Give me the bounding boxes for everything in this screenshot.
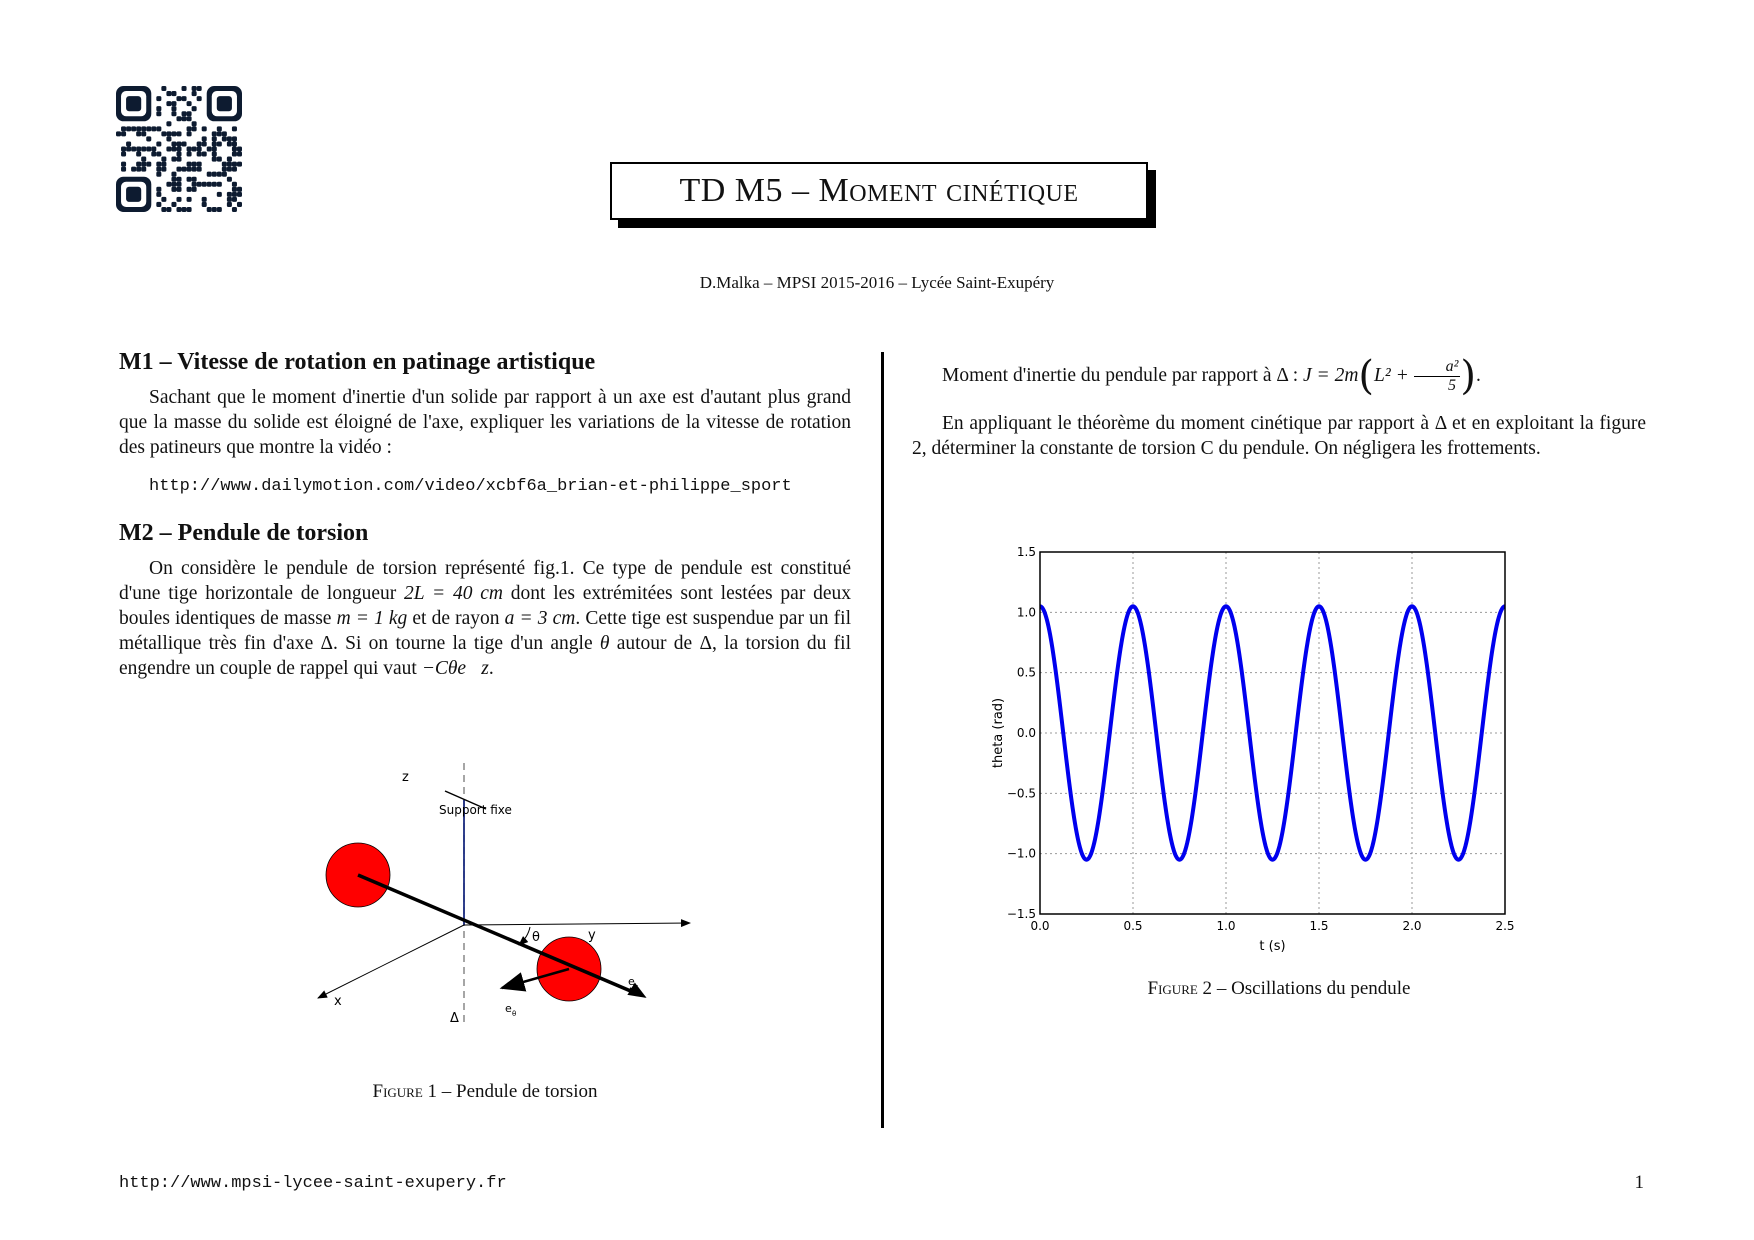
y-tick-label: −1.0 xyxy=(1006,846,1036,861)
inertia-line xyxy=(912,353,1646,399)
x-label: x xyxy=(334,994,342,1009)
oscillation-chart xyxy=(990,540,1530,960)
fraction-denominator: 5 xyxy=(1448,377,1457,394)
y-axis-label: theta (rad) xyxy=(991,697,1006,769)
m2-text-part: et de rayon xyxy=(407,608,505,629)
support-label: Support fixe xyxy=(439,803,512,817)
x-axis-label: t (s) xyxy=(1259,939,1286,954)
fraction-numerator: a² xyxy=(1414,358,1461,377)
y-label: y xyxy=(588,928,596,943)
right-column xyxy=(912,353,1646,461)
figure1-caption xyxy=(119,1081,851,1103)
e-theta-label: e xyxy=(505,1002,512,1015)
question-text: En appliquant le théorème du moment cinétique par rapport à Δ et en exploitant la figure 2, déterminer la constante de torsion C du pendule. On négligera les frottements. xyxy=(912,413,1646,459)
delta-label: Δ xyxy=(450,1011,459,1026)
torsion-pendulum-diagram xyxy=(300,755,720,1035)
fraction xyxy=(1414,358,1461,395)
x-tick-label: 1.0 xyxy=(1216,919,1236,933)
rod xyxy=(358,875,640,995)
paren-right: ) xyxy=(1460,353,1477,399)
x-tick-label: 2.0 xyxy=(1402,919,1422,933)
figure1-caption-text: – Pendule de torsion xyxy=(437,1081,598,1102)
math-radius: a = 3 cm xyxy=(504,608,576,629)
figure1-caption-label: Figure 1 xyxy=(372,1081,438,1102)
video-link[interactable]: http://www.dailymotion.com/video/xcbf6a_brian-et-philippe_sport xyxy=(149,477,792,496)
inertia-end: . xyxy=(1476,364,1481,386)
math-couple: −Cθe⃗z xyxy=(421,658,489,679)
y-tick-label: −1.5 xyxy=(1006,907,1036,921)
paren-left: ( xyxy=(1358,353,1375,399)
y-tick-label: 0.5 xyxy=(1016,665,1036,680)
page-title xyxy=(610,162,1148,220)
e-r-subscript: r xyxy=(635,983,638,991)
x-tick-label: 0.5 xyxy=(1123,919,1143,933)
x-axis xyxy=(318,925,464,998)
e-r-label: e xyxy=(628,975,635,988)
m2-text-part: . xyxy=(488,658,494,679)
left-column xyxy=(119,350,851,681)
chart-ticks xyxy=(1007,545,1515,933)
m2-text-part: autour de Δ, la torsion du fil engendre un couple de rappel qui vaut xyxy=(119,633,851,679)
author-line: D.Malka – MPSI 2015-2016 – Lycée Saint-Exupéry xyxy=(699,273,1055,292)
y-axis xyxy=(464,923,690,925)
section-m2-text xyxy=(119,556,851,681)
e-theta-subscript: θ xyxy=(512,1010,517,1018)
math-mass: m = 1 kg xyxy=(336,608,408,629)
y-tick-label: −0.5 xyxy=(1006,786,1036,801)
y-tick-label: 1.0 xyxy=(1016,605,1036,620)
x-tick-label: 2.5 xyxy=(1495,919,1515,933)
y-tick-label: 0.0 xyxy=(1016,726,1036,740)
footer-link[interactable]: http://www.mpsi-lycee-saint-exupery.fr xyxy=(119,1174,507,1193)
m2-text-part: dont les extrémitées sont lestées par deux boules identiques de masse xyxy=(119,583,851,629)
page-number: 1 xyxy=(1634,1172,1644,1193)
series-line xyxy=(1040,606,1505,859)
title-main: Moment cinétique xyxy=(818,172,1079,209)
section-m1-text: Sachant que le moment d'inertie d'un solide par rapport à un axe est d'autant plus grand que la masse du solide est éloigné de l'axe, expliquer les variations de la vitesse de rotation des patineurs que montre la vidéo : xyxy=(119,387,851,458)
z-label: z xyxy=(402,770,409,785)
math-theta: θ xyxy=(599,633,610,654)
x-tick-label: 1.5 xyxy=(1309,919,1329,933)
theta-label: θ xyxy=(532,930,540,945)
m2-text-part: On considère le pendule de torsion représenté fig.1. Ce type de pendule est constitué d'une tige horizontale de longueur xyxy=(119,558,851,604)
figure2-caption-label: Figure 2 xyxy=(1147,978,1213,999)
section-m2-title: M2 – Pendule de torsion xyxy=(119,520,369,546)
m2-text-part: . Cette tige est suspendue par un fil métallique très fin d'axe Δ. Si on tourne la tige d'un angle xyxy=(119,608,851,654)
y-tick-label: 1.5 xyxy=(1016,545,1036,559)
section-m1-title: M1 – Vitesse de rotation en patinage artistique xyxy=(119,349,596,375)
title-prefix: TD M5 – xyxy=(679,172,819,209)
x-tick-label: 0.0 xyxy=(1030,919,1050,933)
qr-code-icon xyxy=(116,86,242,212)
inertia-lhs: J = 2m xyxy=(1303,364,1359,386)
theta-arc xyxy=(519,927,530,945)
inertia-inner: L² + xyxy=(1374,364,1414,386)
math-length: 2L = 40 cm xyxy=(404,583,504,604)
column-divider xyxy=(881,352,884,1128)
figure2-caption xyxy=(912,978,1646,1000)
inertia-text: Moment d'inertie du pendule par rapport à Δ : xyxy=(942,364,1303,386)
figure2-caption-text: – Oscillations du pendule xyxy=(1212,978,1411,999)
